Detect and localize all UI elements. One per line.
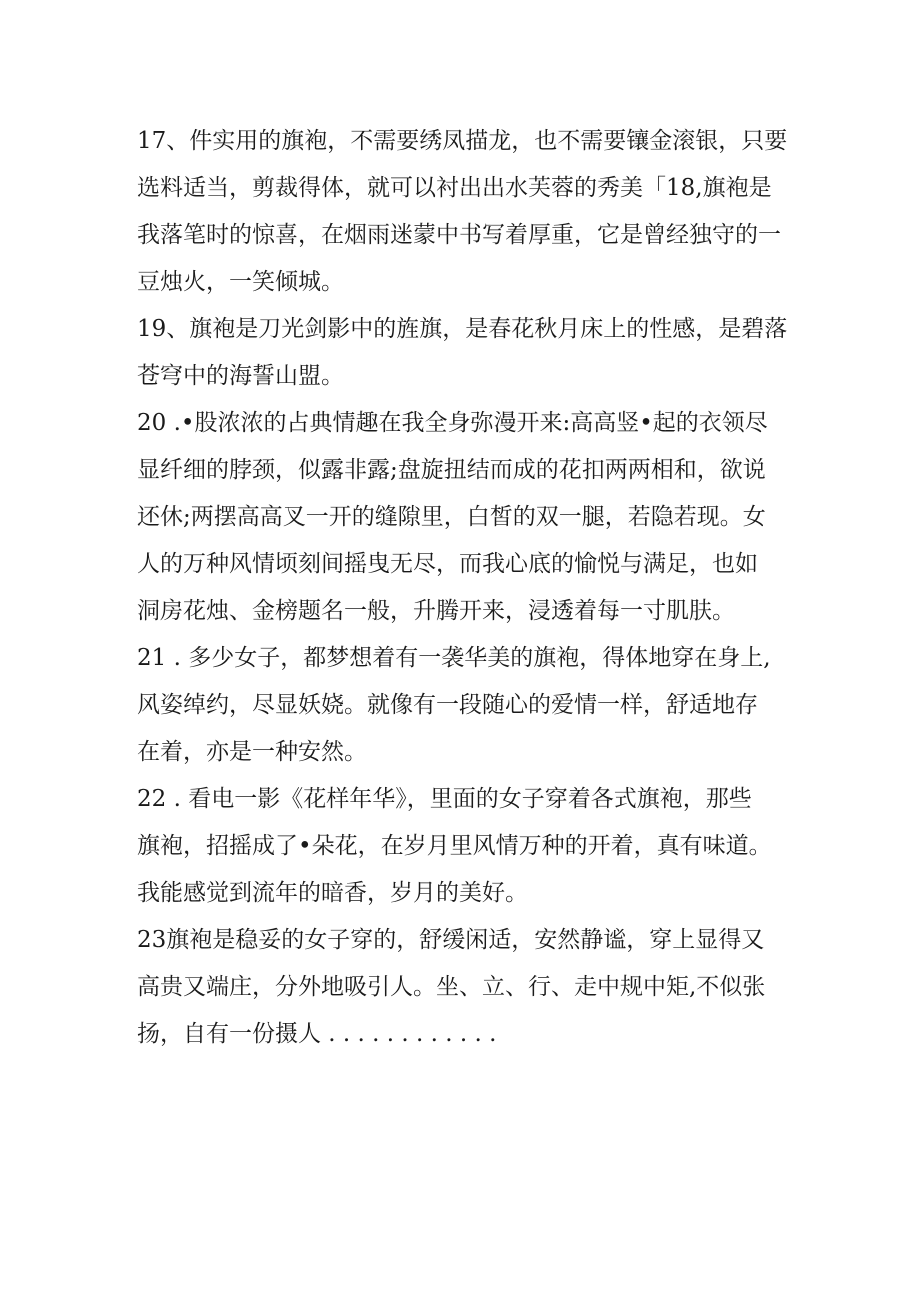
text-line: 21 . 多少女子，都梦想着有一袭华美的旗袍，得体地穿在身上, (137, 645, 771, 671)
text-line: 还休;两摆高高叉一开的缝隙里，白皙的双一腿，若隐若现。女 (137, 504, 766, 530)
text-line: 旗袍，招摇成了•朵花，在岁月里风情万种的开着，真有味道。 (137, 833, 772, 859)
text-line: 22 . 看电一影《花样年华》，里面的女子穿着各式旗袍，那些 (137, 786, 752, 812)
text-line: 23旗袍是稳妥的女子穿的，舒缓闲适，安然静谧，穿上显得又 (137, 927, 765, 953)
text-line: 我能感觉到流年的暗香，岁月的美好。 (137, 880, 528, 906)
text-line: 选料适当，剪裁得体，就可以衬出出水芙蓉的秀美「18,旗袍是 (137, 175, 772, 201)
document-text (137, 118, 787, 1058)
text-line: 在着，亦是一种安然。 (137, 739, 367, 765)
text-line: 人的万种风情顷刻间摇曳无尽，而我心底的愉悦与满足，也如 (137, 551, 758, 577)
text-line: 我落笔时的惊喜，在烟雨迷蒙中书写着厚重，它是曾经独守的一 (137, 222, 781, 248)
text-line: 豆烛火，一笑倾城。 (137, 269, 344, 295)
text-line: 高贵又端庄，分外地吸引人。坐、立、行、走中规中矩,不似张 (137, 974, 766, 1000)
text-line: 风姿绰约，尽显妖娆。就像有一段随心的爱情一样，舒适地存 (137, 692, 758, 718)
text-line: 20 .•股浓浓的占典情趣在我全身弥漫开来:高高竖•起的衣领尽 (137, 410, 768, 436)
text-line: 19、旗袍是刀光剑影中的旌旗，是春花秋月床上的性感，是碧落 (137, 316, 788, 342)
text-line: 洞房花烛、金榜题名一般，升腾开来，浸透着每一寸肌肤。 (137, 598, 735, 624)
text-line: 17、件实用的旗袍，不需要绣凤描龙，也不需要镶金滚银，只要 (137, 128, 788, 154)
text-line: 扬，自有一份摄人 . . . . . . . . . . . . (137, 1021, 497, 1047)
text-line: 苍穹中的海誓山盟。 (137, 363, 344, 389)
text-line: 显纤细的脖颈，似露非露;盘旋扭结而成的花扣两两相和，欲说 (137, 457, 766, 483)
